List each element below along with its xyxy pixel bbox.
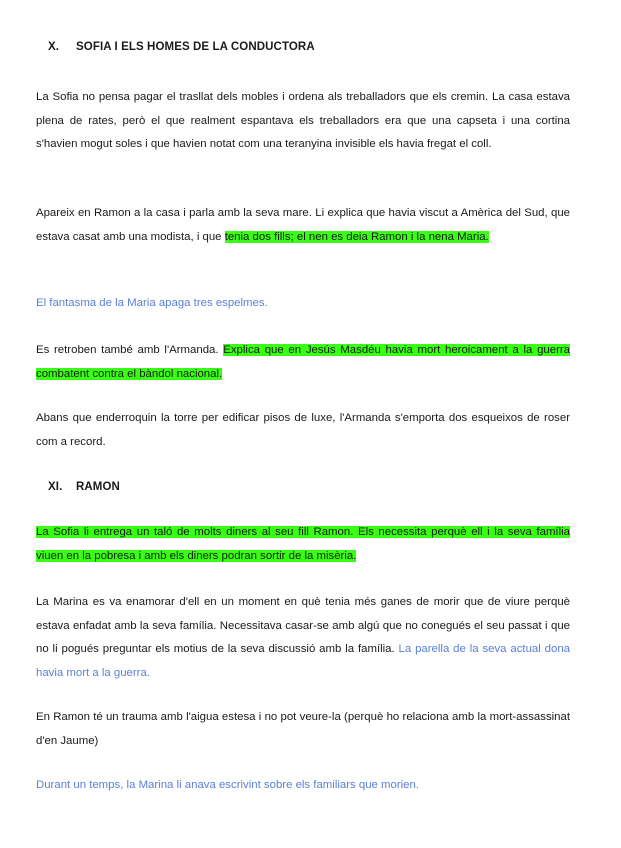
section-x-title: SOFIA I ELS HOMES DE LA CONDUCTORA xyxy=(76,41,315,53)
highlighted-text: La Sofia li entrega un taló de molts diners al seu fill Ramon. Els necessita perquè ell i la seva família viuen en la pobresa i amb els diners podran sortir de la misèria. xyxy=(36,526,570,562)
section-x-paragraph-5: Abans que enderroquin la torre per edificar pisos de luxe, l'Armanda s'emporta dos esqueixos de roser com a record. xyxy=(36,412,570,448)
paragraph-2-text: Apareix en Ramon a la casa i parla amb la seva mare. Li explica que havia viscut a Amèrica del Sud, que estava casat amb una modista, i que xyxy=(36,207,570,243)
section-x-paragraph-1: La Sofia no pensa pagar el trasllat dels mobles i ordena als treballadors que els cremin. La casa estava plena de rates, però el que realment espantava els treballadors era que una capseta i una cortina s'havien mogut soles i que havien notat com una teranyina invisible els havia fregat el coll. xyxy=(36,91,570,150)
section-xi-paragraph-4: Durant un temps, la Marina li anava escrivint sobre els familiars que morien. xyxy=(36,779,420,791)
section-x-paragraph-2 xyxy=(36,202,570,249)
section-xi-number: XI. xyxy=(48,481,63,493)
highlighted-text: tenia dos fills; el nen es deia Ramon i la nena Maria. xyxy=(224,230,489,243)
section-xi-paragraph-3: En Ramon té un trauma amb l'aigua estesa i no pot veure-la (perquè ho relaciona amb la mort-assassinat d'en Jaume) xyxy=(36,711,570,747)
section-x-heading xyxy=(48,41,315,53)
paragraph-2-text: La Marina es va enamorar d'ell en un moment en què tenia més ganes de morir que de viure perquè estava enfadat amb la seva família. Necessitava casar-se amb algú que no conegués el seu passat i que no li pogués preguntar els motius de la seva discussió amb la família. xyxy=(36,596,570,655)
section-x-paragraph-3: El fantasma de la Maria apaga tres espelmes. xyxy=(36,297,268,309)
section-xi-title: RAMON xyxy=(76,481,120,493)
section-xi-paragraph-1 xyxy=(36,521,570,568)
section-x-paragraph-4 xyxy=(36,339,570,386)
paragraph-4-text: Es retroben també amb l'Armanda. xyxy=(36,344,224,356)
highlighted-text: Explica que en Jesús Masdéu havia mort heroicament a la guerra combatent contra el bàndol nacional. xyxy=(36,344,570,380)
section-xi-paragraph-2 xyxy=(36,591,570,685)
section-x-number: X. xyxy=(48,41,60,53)
blue-text: La parella de la seva actual dona havia mort a la guerra. xyxy=(36,643,570,679)
section-xi-heading xyxy=(48,481,120,493)
